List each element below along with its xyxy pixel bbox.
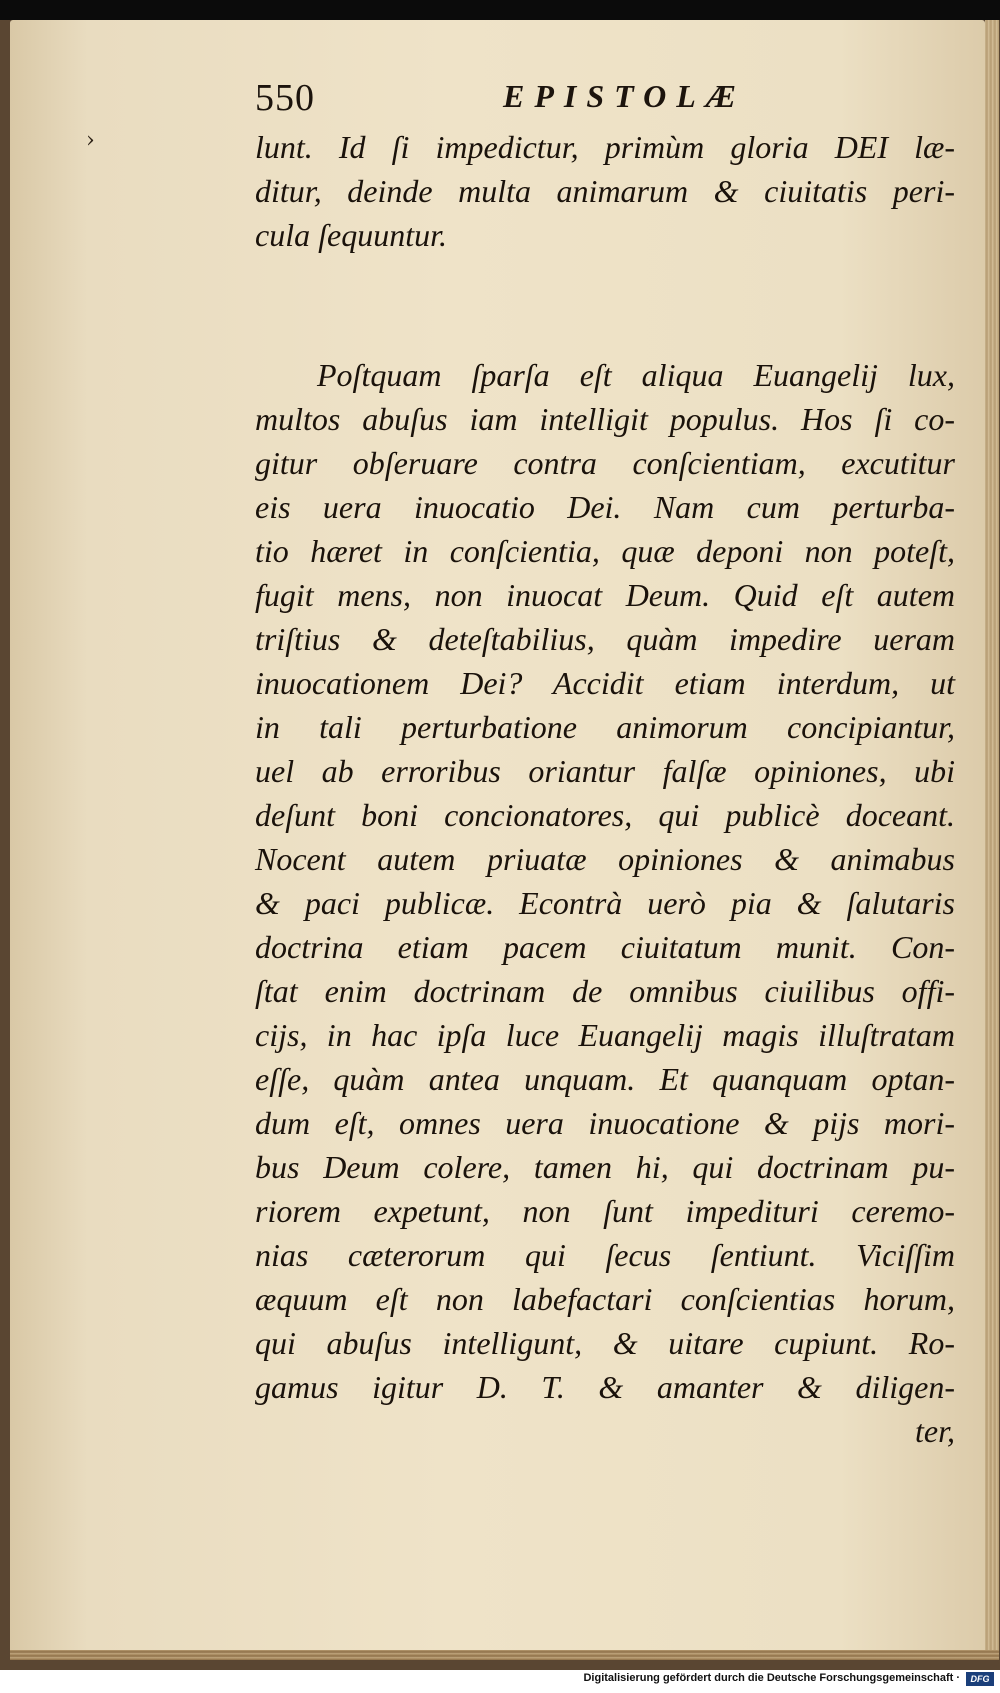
body-text: [255, 125, 955, 1453]
text-line: fugit mens, non inuocat Deum. Quid eſt autem: [255, 577, 955, 613]
text-line: doctrina etiam pacem ciuitatum munit. Con-: [255, 929, 955, 965]
text-line: triſtius & deteſtabilius, quàm impedire ueram: [255, 621, 955, 657]
text-line: uel ab erroribus oriantur falſæ opiniones, ubi: [255, 753, 955, 789]
top-black-border: [0, 0, 1000, 20]
text-line: in tali perturbatione animorum concipiantur,: [255, 709, 955, 745]
text-line: tio hæret in conſcientia, quæ deponi non poteſt,: [255, 533, 955, 569]
text-line: gamus igitur D. T. & amanter & diligen-: [255, 1369, 955, 1405]
text-line: lunt. Id ſi impedictur, primùm gloria DEI læ-: [255, 129, 955, 165]
text-line: Poſtquam ſparſa eſt aliqua Euangelij lux,: [317, 357, 955, 393]
text-line: ſtat enim doctrinam de omnibus ciuilibus offi-: [255, 973, 955, 1009]
text-line: qui abuſus intelligunt, & uitare cupiunt. Ro-: [255, 1325, 955, 1361]
text-line: Nocent autem priuatæ opiniones & animabus: [255, 841, 955, 877]
page-header: [255, 76, 955, 122]
text-line: eſſe, quàm antea unquam. Et quanquam optan-: [255, 1061, 955, 1097]
dfg-logo: DFG: [966, 1672, 994, 1686]
text-line: æquum eſt non labefactari conſcientias horum,: [255, 1281, 955, 1317]
page-edge-bottom: [10, 1650, 999, 1660]
page-number: 550: [255, 77, 315, 119]
text-line: gitur obſeruare contra conſcientiam, excutitur: [255, 445, 955, 481]
text-line: nias cæterorum qui ſecus ſentiunt. Viciſſim: [255, 1237, 955, 1273]
running-head: EPISTOLÆ: [503, 78, 746, 114]
text-line: multos abuſus iam intelligit populus. Hos ſi co-: [255, 401, 955, 437]
margin-mark: ›: [86, 128, 95, 153]
text-line: & paci publicæ. Econtrà uerò pia & ſalutaris: [255, 885, 955, 921]
text-line: dum eſt, omnes uera inuocatione & pijs mori-: [255, 1105, 955, 1141]
text-line: deſunt boni concionatores, qui publicè doceant.: [255, 797, 955, 833]
page-edge-right: [985, 20, 999, 1660]
paragraph-gap: [255, 257, 955, 353]
text-line: bus Deum colere, tamen hi, qui doctrinam pu-: [255, 1149, 955, 1185]
text-line: riorem expetunt, non ſunt impedituri ceremo-: [255, 1193, 955, 1229]
footer-strip: [0, 1670, 1000, 1693]
text-line: cula ſequuntur.: [255, 217, 447, 253]
text-line: ditur, deinde multa animarum & ciuitatis peri-: [255, 173, 955, 209]
funding-credit: Digitalisierung gefördert durch die Deutsche Forschungsgemeinschaft ·: [583, 1672, 960, 1684]
text-line: cijs, in hac ipſa luce Euangelij magis illuſtratam: [255, 1017, 955, 1053]
text-line: eis uera inuocatio Dei. Nam cum perturba-: [255, 489, 955, 525]
text-line: inuocationem Dei? Accidit etiam interdum, ut: [255, 665, 955, 701]
catchword: ter,: [915, 1413, 955, 1449]
